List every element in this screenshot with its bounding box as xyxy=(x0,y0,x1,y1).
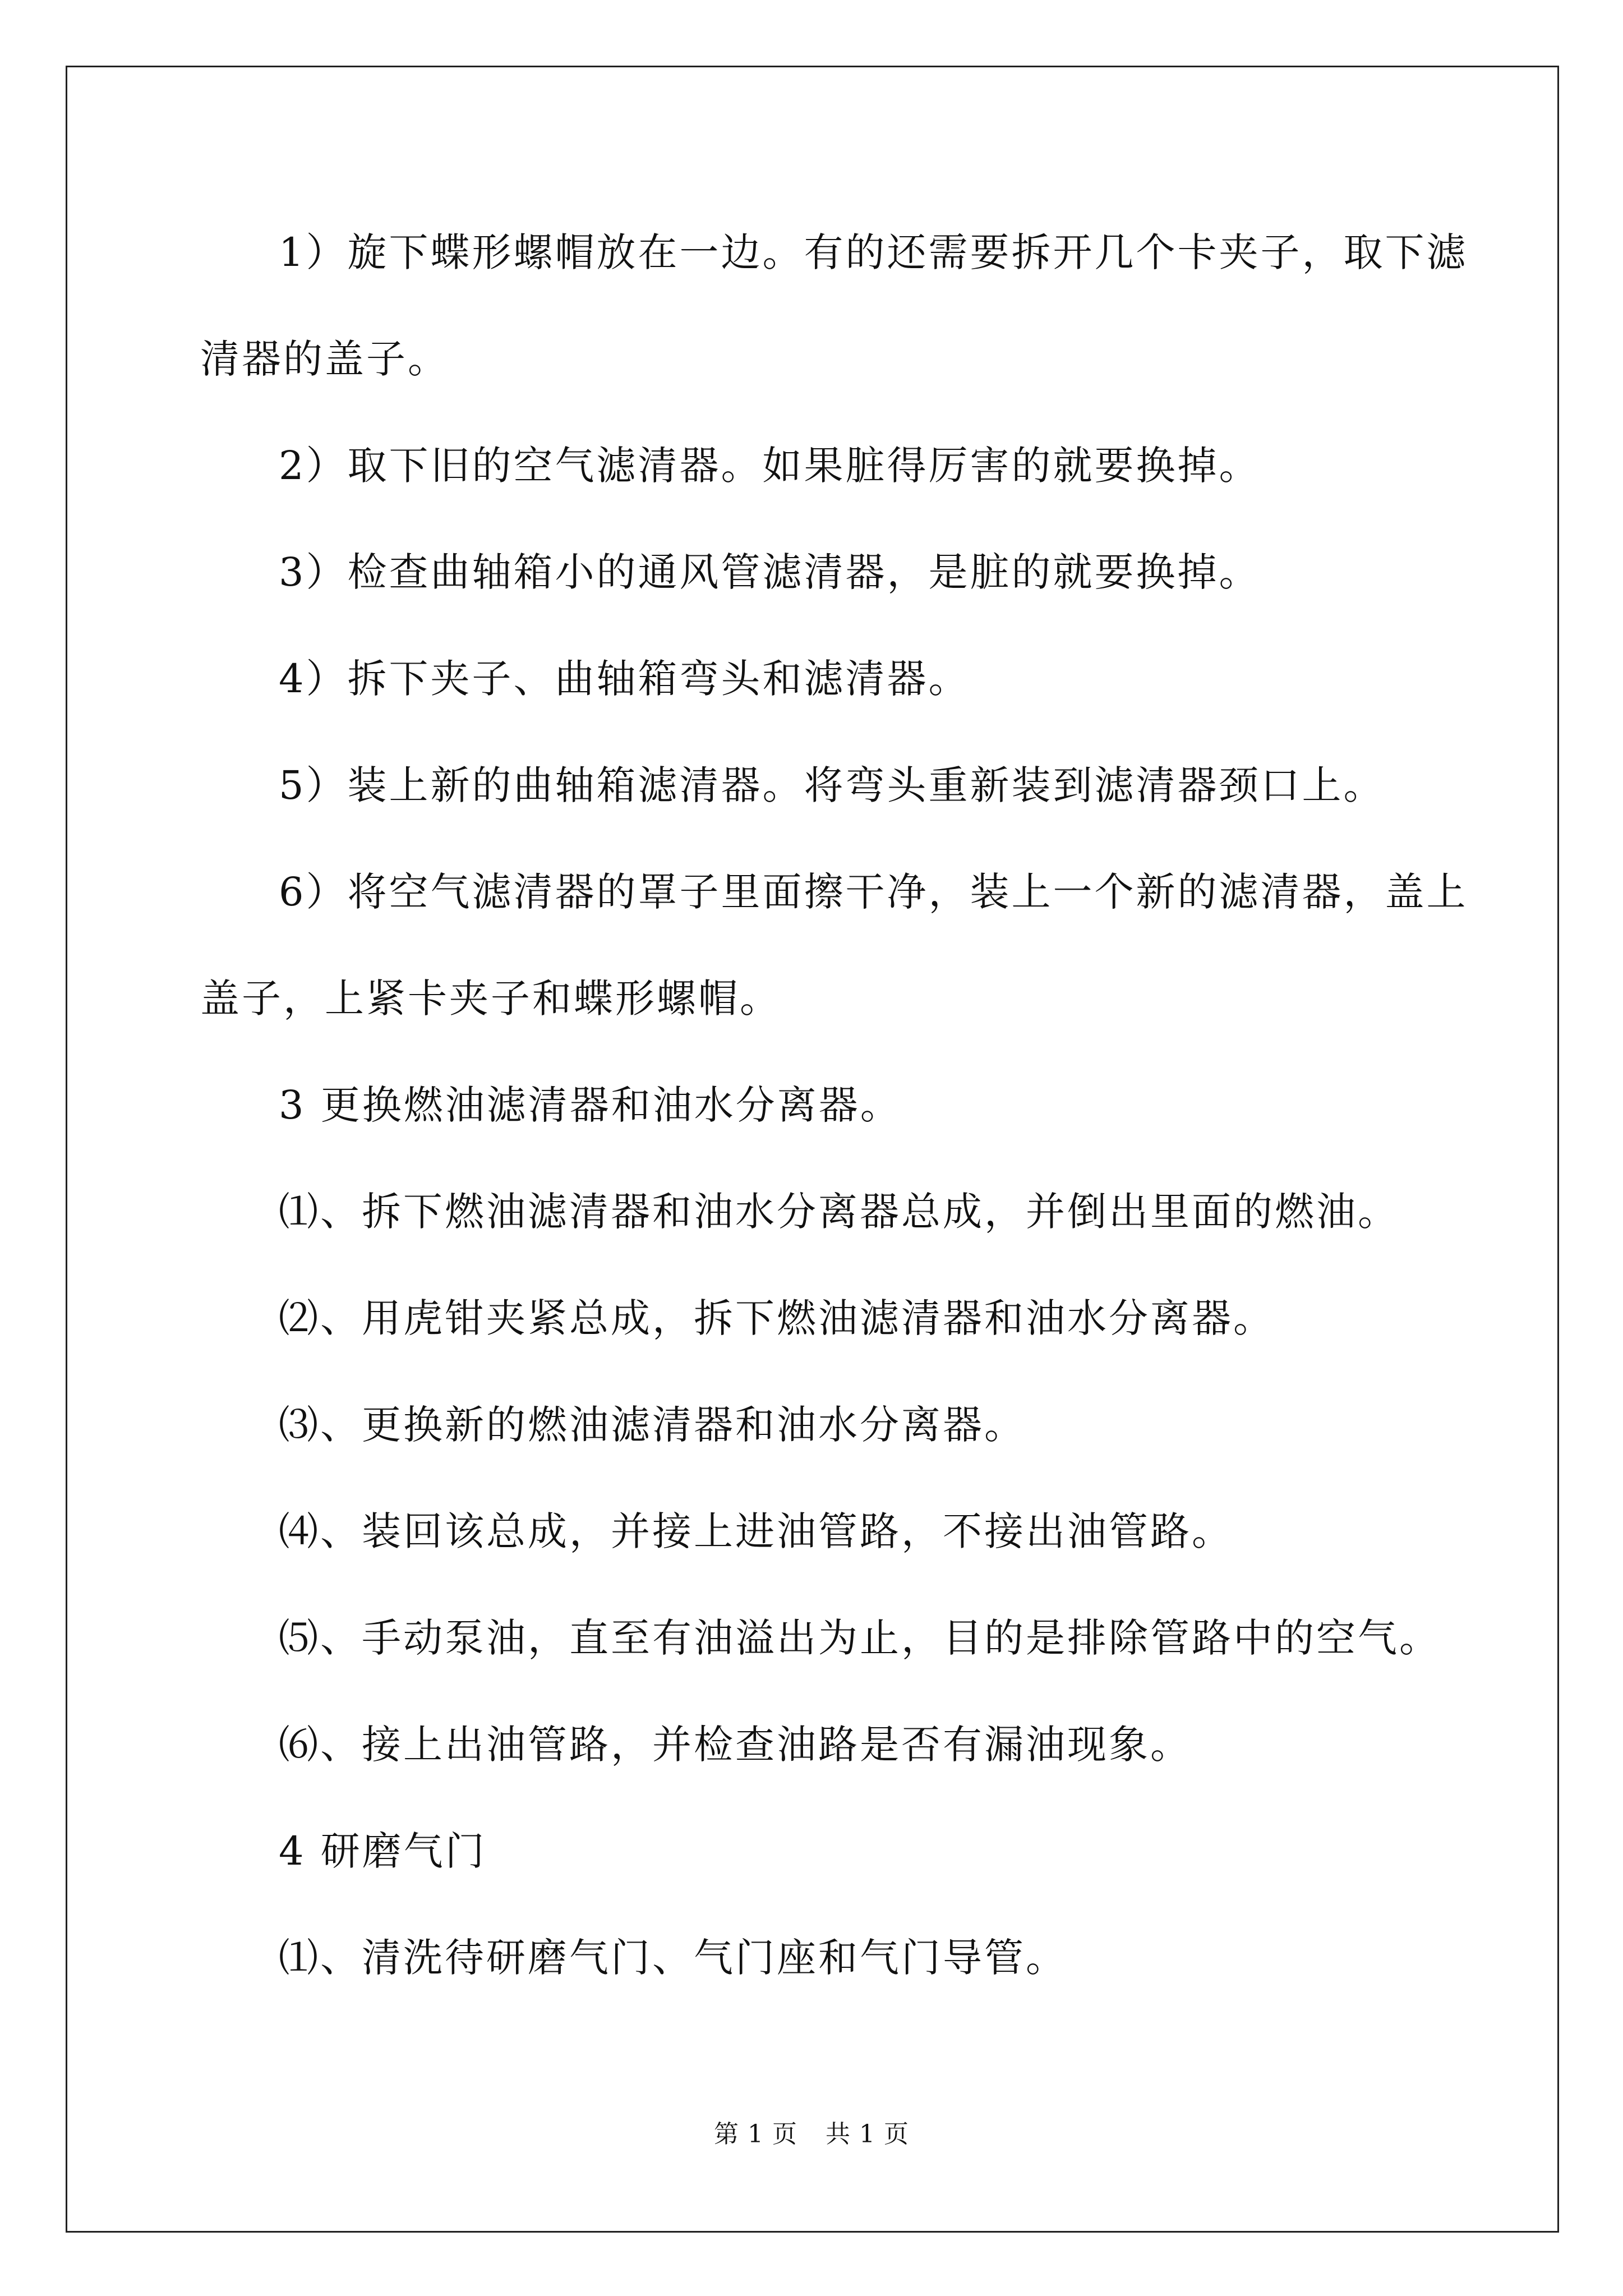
paragraph-step-4: 4）拆下夹子、曲轴箱弯头和滤清器。 xyxy=(279,656,970,702)
paragraph-step-1-line-1: 1）旋下蝶形螺帽放在一边。有的还需要拆开几个卡夹子，取下滤 xyxy=(279,229,1468,275)
section-heading-3: 3 更换燃油滤清器和油水分离器。 xyxy=(279,1082,902,1128)
paragraph-step-2: 2）取下旧的空气滤清器。如果脏得厉害的就要换掉。 xyxy=(279,443,1261,489)
page-footer xyxy=(0,2118,1623,2151)
paragraph-valve-step-1: ⑴、清洗待研磨气门、气门座和气门导管。 xyxy=(279,1935,1067,1981)
page-total: 共 1 页 xyxy=(826,2120,909,2148)
paragraph-step-1-line-2: 清器的盖子。 xyxy=(200,336,449,382)
paragraph-fuel-step-5: ⑸、手动泵油，直至有油溢出为止，目的是排除管路中的空气。 xyxy=(279,1615,1441,1661)
paragraph-step-3: 3）检查曲轴箱小的通风管滤清器，是脏的就要换掉。 xyxy=(279,549,1261,595)
paragraph-fuel-step-6: ⑹、接上出油管路，并检查油路是否有漏油现象。 xyxy=(279,1722,1192,1768)
paragraph-step-6-line-1: 6）将空气滤清器的罩子里面擦干净，装上一个新的滤清器，盖上 xyxy=(279,869,1468,915)
page-number: 第 1 页 xyxy=(714,2120,797,2148)
paragraph-fuel-step-4: ⑷、装回该总成，并接上进油管路，不接出油管路。 xyxy=(279,1508,1233,1554)
paragraph-fuel-step-2: ⑵、用虎钳夹紧总成，拆下燃油滤清器和油水分离器。 xyxy=(279,1295,1275,1341)
paragraph-fuel-step-3: ⑶、更换新的燃油滤清器和油水分离器。 xyxy=(279,1402,1026,1448)
paragraph-step-5: 5）装上新的曲轴箱滤清器。将弯头重新装到滤清器颈口上。 xyxy=(279,762,1385,808)
section-heading-4: 4 研磨气门 xyxy=(279,1828,487,1874)
paragraph-step-6-line-2: 盖子，上紧卡夹子和蝶形螺帽。 xyxy=(200,976,781,1022)
paragraph-fuel-step-1: ⑴、拆下燃油滤清器和油水分离器总成，并倒出里面的燃油。 xyxy=(279,1189,1399,1235)
